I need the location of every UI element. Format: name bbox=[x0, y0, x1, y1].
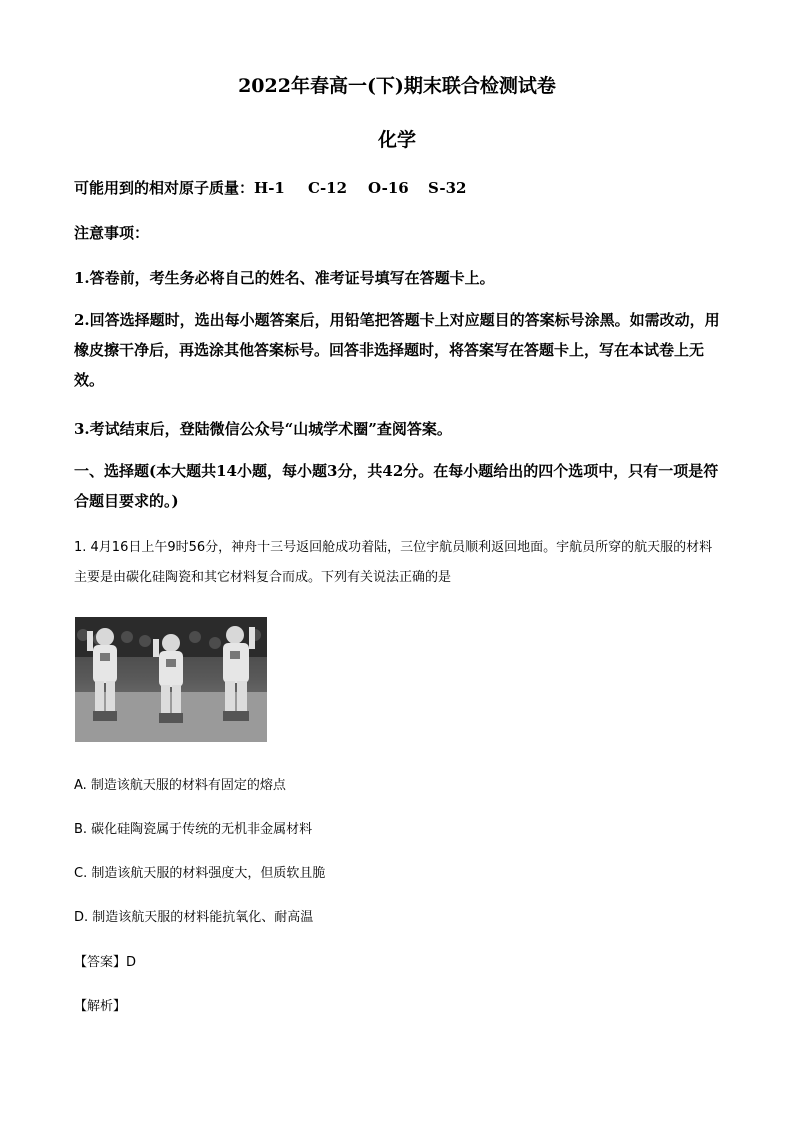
question-1-answer bbox=[74, 951, 136, 970]
question-1-option-a: A. 制造该航天服的材料有固定的熔点 bbox=[74, 778, 286, 793]
exam-subject: 化学 bbox=[377, 129, 416, 151]
question-1-analysis-label: 【解析】 bbox=[74, 999, 127, 1014]
atomic-mass-h: H-1 bbox=[254, 179, 285, 197]
answer-value: D bbox=[126, 955, 137, 970]
note-item-1: 1.答卷前，考生务必将自己的姓名、准考证号填写在答题卡上。 bbox=[74, 269, 495, 287]
astronauts-photo bbox=[75, 617, 267, 742]
question-1-option-d: D. 制造该航天服的材料能抗氧化、耐高温 bbox=[74, 910, 314, 925]
exam-title: 2022年春高一(下)期末联合检测试卷 bbox=[238, 75, 556, 97]
answer-label: 【答案】 bbox=[74, 955, 127, 970]
note-item-3: 3.考试结束后，登陆微信公众号“山城学术圈”查阅答案。 bbox=[74, 420, 452, 438]
atomic-mass-o: O-16 bbox=[368, 179, 409, 197]
atomic-mass-c: C-12 bbox=[308, 179, 348, 197]
atomic-mass-label: 可能用到的相对原子质量： bbox=[74, 179, 255, 197]
question-1-option-b: B. 碳化硅陶瓷属于传统的无机非金属材料 bbox=[74, 822, 313, 837]
note-item-2: 2.回答选择题时，选出每小题答案后，用铅笔把答题卡上对应题目的答案标号涂黑。如需改动，用橡皮擦干净后，再选涂其他答案标号。回答非选择题时，将答案写在答题卡上，写在本试卷上无效。 bbox=[74, 311, 720, 389]
notes-heading: 注意事项： bbox=[74, 224, 150, 242]
atomic-mass-s: S-32 bbox=[428, 179, 467, 197]
question-1-stem: 1. 4月16日上午9时56分，神舟十三号返回舱成功着陆，三位宇航员顺利返回地面。宇航员所穿的航天服的材料主要是由碳化硅陶瓷和其它材料复合而成。下列有关说法正确的是 bbox=[74, 540, 713, 585]
section-1-heading: 一、选择题(本大题共14小题，每小题3分，共42分。在每小题给出的四个选项中，只有一项是符合题目要求的。) bbox=[74, 462, 719, 510]
atomic-mass-line bbox=[74, 177, 467, 198]
question-1-option-c: C. 制造该航天服的材料强度大，但质软且脆 bbox=[74, 866, 326, 881]
